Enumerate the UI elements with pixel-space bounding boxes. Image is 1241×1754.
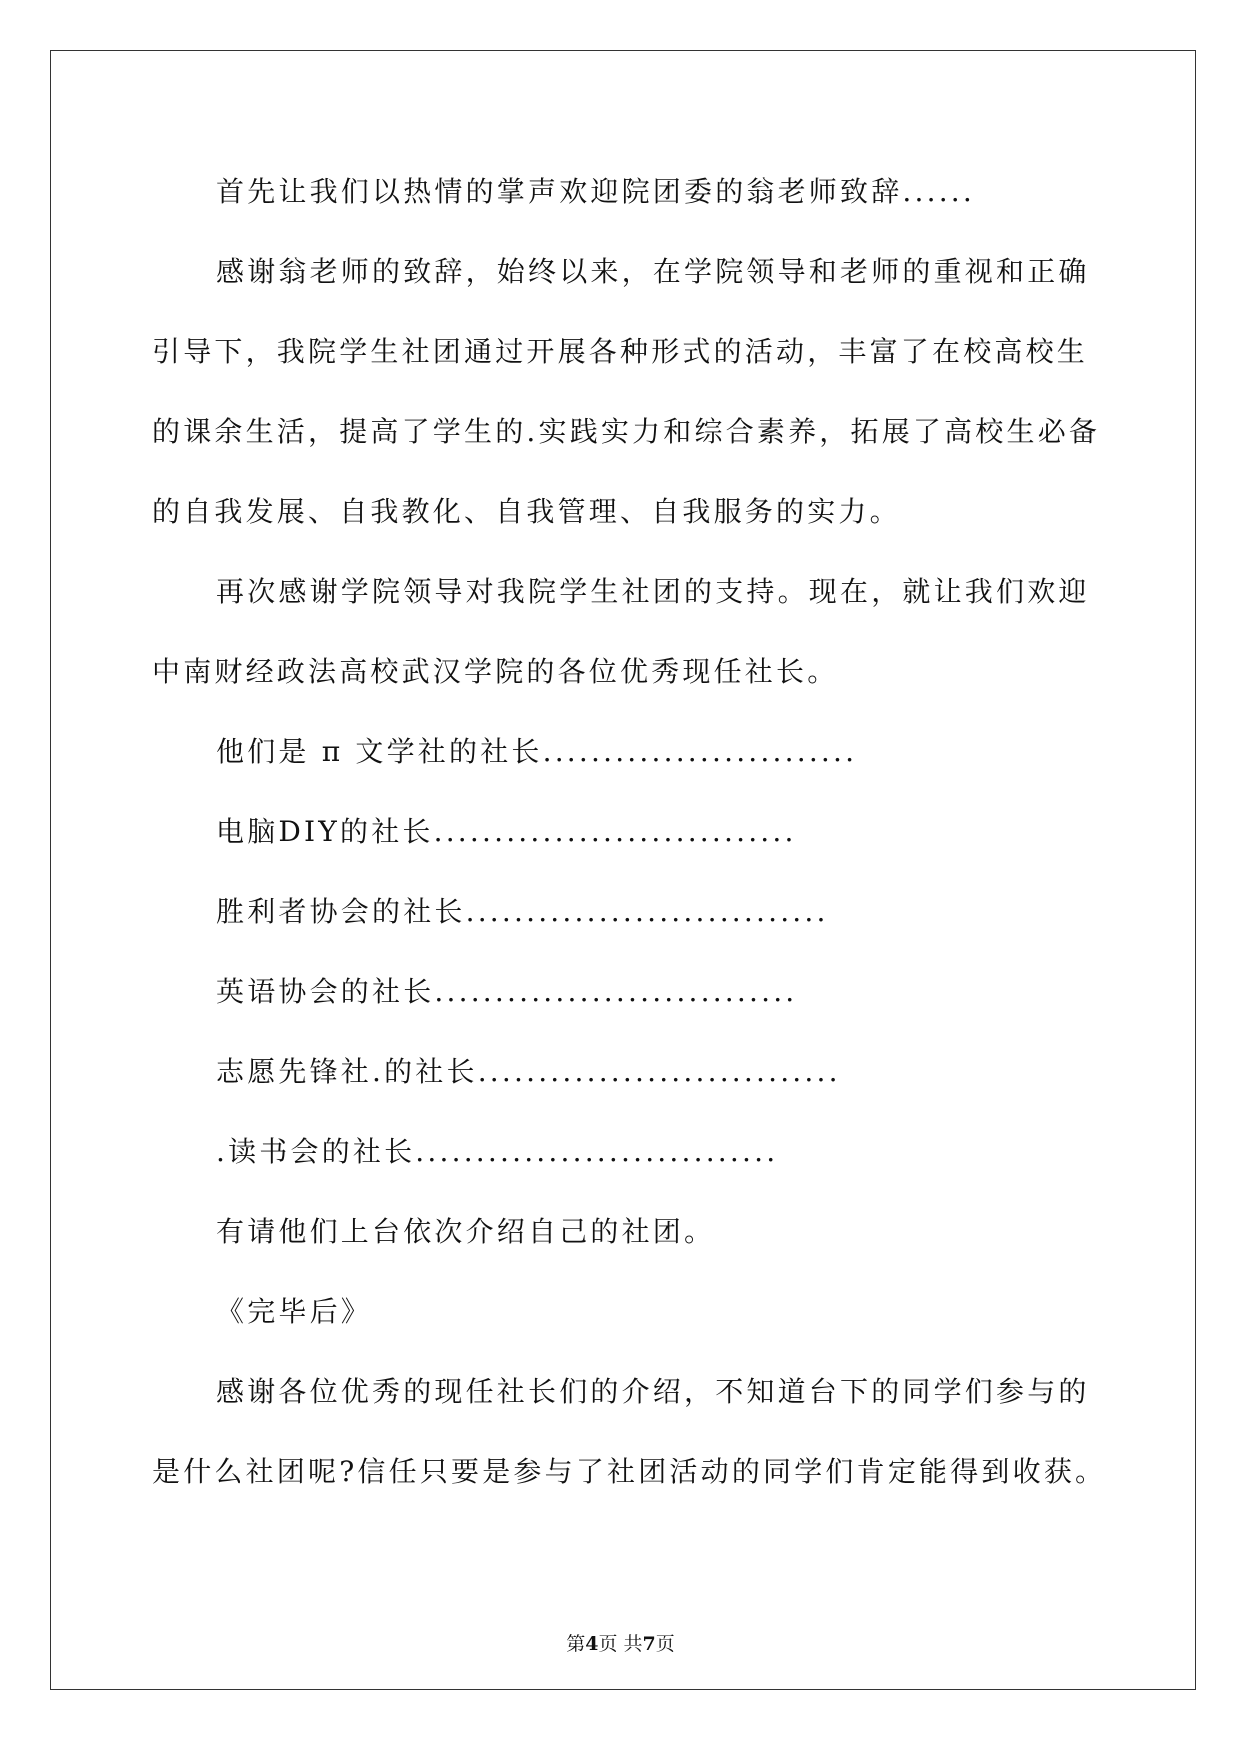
paragraph-line: 感谢翁老师的致辞，始终以来，在学院领导和老师的重视和正确 xyxy=(216,255,1090,288)
paragraph-line: 有请他们上台依次介绍自己的社团。 xyxy=(216,1215,716,1248)
page-prefix: 第 xyxy=(566,1633,586,1655)
page-total: 7 xyxy=(642,1633,656,1655)
paragraph-line: 再次感谢学院领导对我院学生社团的支持。现在，就让我们欢迎 xyxy=(216,575,1090,608)
page-border xyxy=(50,50,1196,1690)
paragraph-line: 感谢各位优秀的现任社长们的介绍，不知道台下的同学们参与的 xyxy=(216,1375,1090,1408)
paragraph-line: 的课余生活，提高了学生的.实践实力和综合素养，拓展了高校生必备 xyxy=(152,415,1101,448)
paragraph-line: 是什么社团呢?信任只要是参与了社团活动的同学们肯定能得到收获。 xyxy=(152,1455,1107,1488)
page-current: 4 xyxy=(585,1633,599,1655)
paragraph-line: 首先让我们以热情的掌声欢迎院团委的翁老师致辞...... xyxy=(216,175,976,208)
page-footer xyxy=(0,1632,1241,1656)
section-note: 《完毕后》 xyxy=(216,1295,373,1328)
list-item: 英语协会的社长.............................. xyxy=(216,975,798,1008)
page-suffix: 页 xyxy=(655,1633,675,1655)
paragraph-line: 中南财经政法高校武汉学院的各位优秀现任社长。 xyxy=(152,655,839,688)
page-mid: 页 共 xyxy=(598,1633,643,1655)
list-item: .读书会的社长.............................. xyxy=(216,1135,779,1168)
paragraph-line: 的自我发展、自我教化、自我管理、自我服务的实力。 xyxy=(152,495,901,528)
list-item: 电脑DIY的社长.............................. xyxy=(216,815,797,848)
list-item: 他们是 π 文学社的社长.......................... xyxy=(216,735,858,768)
list-item: 胜利者协会的社长.............................. xyxy=(216,895,829,928)
list-item: 志愿先锋社.的社长.............................. xyxy=(216,1055,841,1088)
paragraph-line: 引导下，我院学生社团通过开展各种形式的活动，丰富了在校高校生 xyxy=(152,335,1089,368)
